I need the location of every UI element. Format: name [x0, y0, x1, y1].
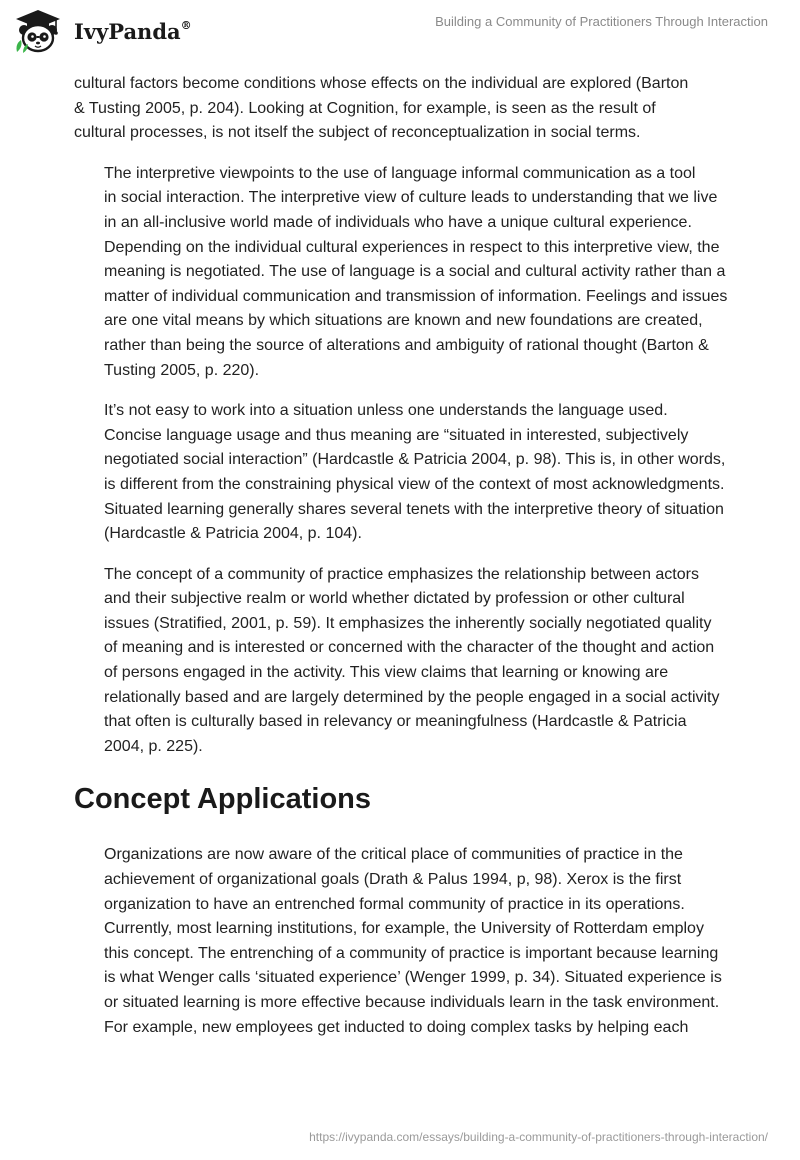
text-line: negotiated social interaction” (Hardcastle & Patricia 2004, p. 98). This is, in other words,: [104, 451, 726, 469]
text-line: cultural processes, is not itself the subject of reconceptualization in social terms.: [74, 124, 641, 142]
text-line: meaning is negotiated. The use of language is a social and cultural activity rather than a: [104, 263, 726, 281]
paragraph: [74, 72, 734, 146]
text-line: this concept. The entrenching of a community of practice is important because learning: [104, 944, 719, 962]
paragraph: [74, 843, 734, 1040]
paragraph-group: [74, 843, 734, 1040]
page-header: [0, 0, 800, 60]
text-line: The concept of a community of practice emphasizes the relationship between actors: [104, 565, 699, 583]
text-line: achievement of organizational goals (Drath & Palus 1994, p, 98). Xerox is the first: [104, 871, 682, 889]
text-line: is different from the constraining physical view of the context of most acknowledgments.: [104, 475, 725, 493]
text-line: The interpretive viewpoints to the use of language informal communication as a tool: [104, 164, 696, 182]
text-line: It’s not easy to work into a situation unless one understands the language used.: [104, 402, 668, 420]
text-line: Situated learning generally shares several tenets with the interpretive theory of situation: [104, 500, 724, 518]
text-line: Concise language usage and thus meaning are “situated in interested, subjectively: [104, 426, 689, 444]
essay-body: [74, 72, 734, 1056]
text-line: Depending on the individual cultural experiences in respect to this interpretive view, the: [104, 238, 720, 256]
paragraph-group: [74, 72, 734, 759]
text-line: rather than being the source of alterations and ambiguity of rational thought (Barton &: [104, 336, 709, 354]
text-line: that often is culturally based in relevancy or meaningfulness (Hardcastle & Patricia: [104, 713, 687, 731]
text-line: (Hardcastle & Patricia 2004, p. 104).: [104, 525, 362, 543]
text-line: relationally based and are largely determined by the people engaged in a social activity: [104, 688, 720, 706]
text-line: Currently, most learning institutions, for example, the University of Rotterdam employ: [104, 920, 704, 938]
text-line: 2004, p. 225).: [104, 737, 203, 755]
text-line: organization to have an entrenched formal community of practice in its operations.: [104, 895, 685, 913]
text-line: of persons engaged in the activity. This view claims that learning or knowing are: [104, 664, 669, 682]
text-line: cultural factors become conditions whose effects on the individual are explored (Barton: [74, 75, 689, 92]
text-line: or situated learning is more effective because individuals learn in the task environment.: [104, 994, 720, 1011]
paragraph: [74, 399, 734, 547]
text-line: and their subjective realm or world whether dictated by profession or other cultural: [104, 590, 685, 608]
paragraph: [74, 563, 734, 760]
section-heading: Concept Applications: [74, 783, 371, 816]
text-line: Organizations are now aware of the critical place of communities of practice in the: [104, 846, 683, 864]
registered-mark: ®: [180, 19, 192, 32]
text-line: in social interaction. The interpretive view of culture leads to understanding that we live: [104, 189, 718, 207]
text-line: are one vital means by which situations are known and new foundations are created,: [104, 312, 703, 330]
paragraph: [74, 162, 734, 383]
source-url[interactable]: https://ivypanda.com/essays/building-a-community-of-practitioners-through-interaction/: [309, 1130, 768, 1144]
document-title: Building a Community of Practitioners Through Interaction: [435, 14, 768, 29]
text-line: Tusting 2005, p. 220).: [104, 361, 260, 379]
text-line: issues (Stratified, 2001, p. 59). It emphasizes the inherently socially negotiated quality: [104, 614, 712, 632]
text-line: of meaning and is interested or concerned with the character of the thought and action: [104, 639, 715, 657]
text-line: matter of individual communication and transmission of information. Feelings and issues: [104, 287, 728, 305]
ivypanda-logo[interactable]: [14, 8, 214, 54]
logo-wordmark: IvyPanda®: [74, 19, 192, 44]
text-line: For example, new employees get inducted to doing complex tasks by helping each: [104, 1018, 689, 1036]
text-line: is what Wenger calls ‘situated experience’ (Wenger 1999, p. 34). Situated experience is: [104, 969, 722, 987]
text-line: in an all-inclusive world made of individuals who have a unique cultural experience.: [104, 213, 692, 231]
panda-graduate-icon: [14, 8, 62, 54]
text-line: & Tusting 2005, p. 204). Looking at Cognition, for example, is seen as the result of: [74, 99, 656, 117]
